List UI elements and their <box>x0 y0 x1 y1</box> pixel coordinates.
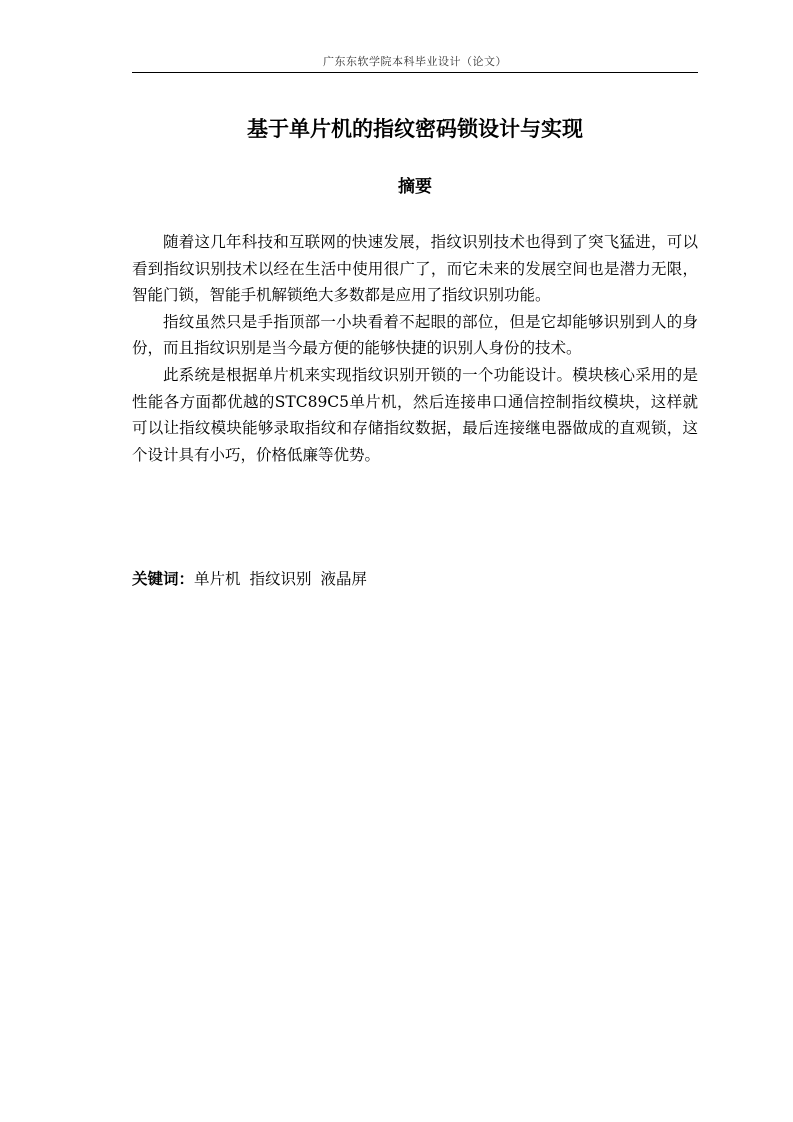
keyword-item: 单片机 <box>194 570 241 588</box>
header-divider <box>132 72 698 73</box>
abstract-body <box>132 229 698 468</box>
keywords-label: 关键词： <box>132 570 195 588</box>
running-header: 广东东软学院本科毕业设计（论文） <box>323 55 507 68</box>
abstract-paragraph-1: 随着这几年科技和互联网的快速发展，指纹识别技术也得到了突飞猛进，可以看到指纹识别技术以经在生活中使用很广了，而它未来的发展空间也是潜力无限，智能门锁，智能手机解锁绝大多数都是应用了指纹识别功能。 <box>132 233 698 305</box>
abstract-paragraph-3: 此系统是根据单片机来实现指纹识别开锁的一个功能设计。模块核心采用的是性能各方面都优越的STC89C5单片机，然后连接串口通信控制指纹模块，这样就可以让指纹模块能够录取指纹和存储指纹数据，最后连接继电器做成的直观锁，这个设计具有小巧，价格低廉等优势。 <box>132 365 698 464</box>
keyword-item: 指纹识别 <box>249 570 312 588</box>
thesis-title: 基于单片机的指纹密码锁设计与实现 <box>247 117 583 141</box>
keywords-line <box>132 566 698 592</box>
keyword-item: 液晶屏 <box>320 570 368 588</box>
abstract-paragraph-2: 指纹虽然只是手指顶部一小块看着不起眼的部位，但是它却能够识别到人的身份，而且指纹识别是当今最方便的能够快捷的识别人身份的技术。 <box>132 312 698 358</box>
abstract-heading: 摘要 <box>398 177 432 197</box>
